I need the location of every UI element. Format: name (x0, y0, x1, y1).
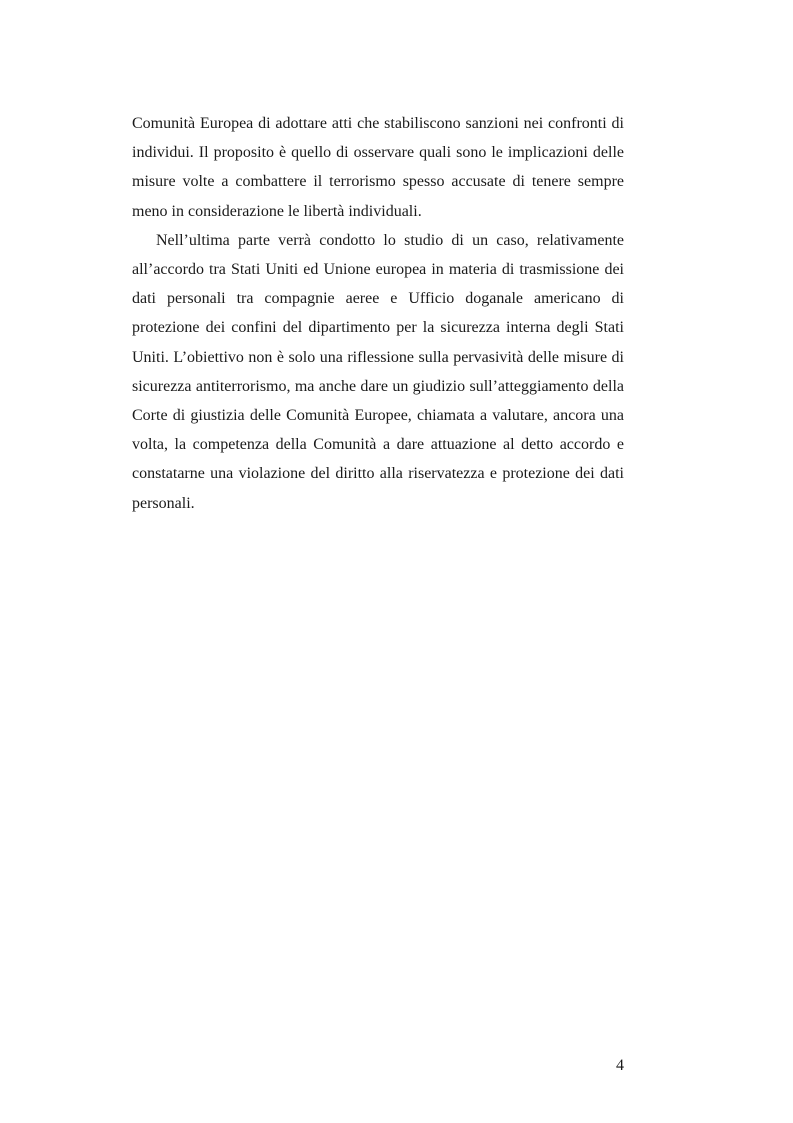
paragraph-case-study: Nell’ultima parte verrà condotto lo studio di un caso, relativamente all’accordo tra Stati Uniti ed Unione europea in materia di trasmissione dei dati personali tra compagnie aeree e Ufficio doganale americano di protezione dei confini del dipartimento per la sicurezza interna degli Stati Uniti. L’obiettivo non è solo una riflessione sulla pervasività delle misure di sicurezza antiterrorismo, ma anche dare un giudizio sull’atteggiamento della Corte di giustizia delle Comunità Europee, chiamata a valutare, ancora una volta, la competenza della Comunità a dare attuazione al detto accordo e constatarne una violazione del diritto alla riservatezza e protezione dei dati personali. (132, 231, 624, 512)
page-number: 4 (616, 1057, 624, 1074)
body-text (132, 109, 624, 518)
paragraph-continuation: Comunità Europea di adottare atti che stabiliscono sanzioni nei confronti di individui. Il proposito è quello di osservare quali sono le implicazioni delle misure volte a combattere il terrorismo spesso accusate di tenere sempre meno in considerazione le libertà individuali. (132, 115, 624, 220)
